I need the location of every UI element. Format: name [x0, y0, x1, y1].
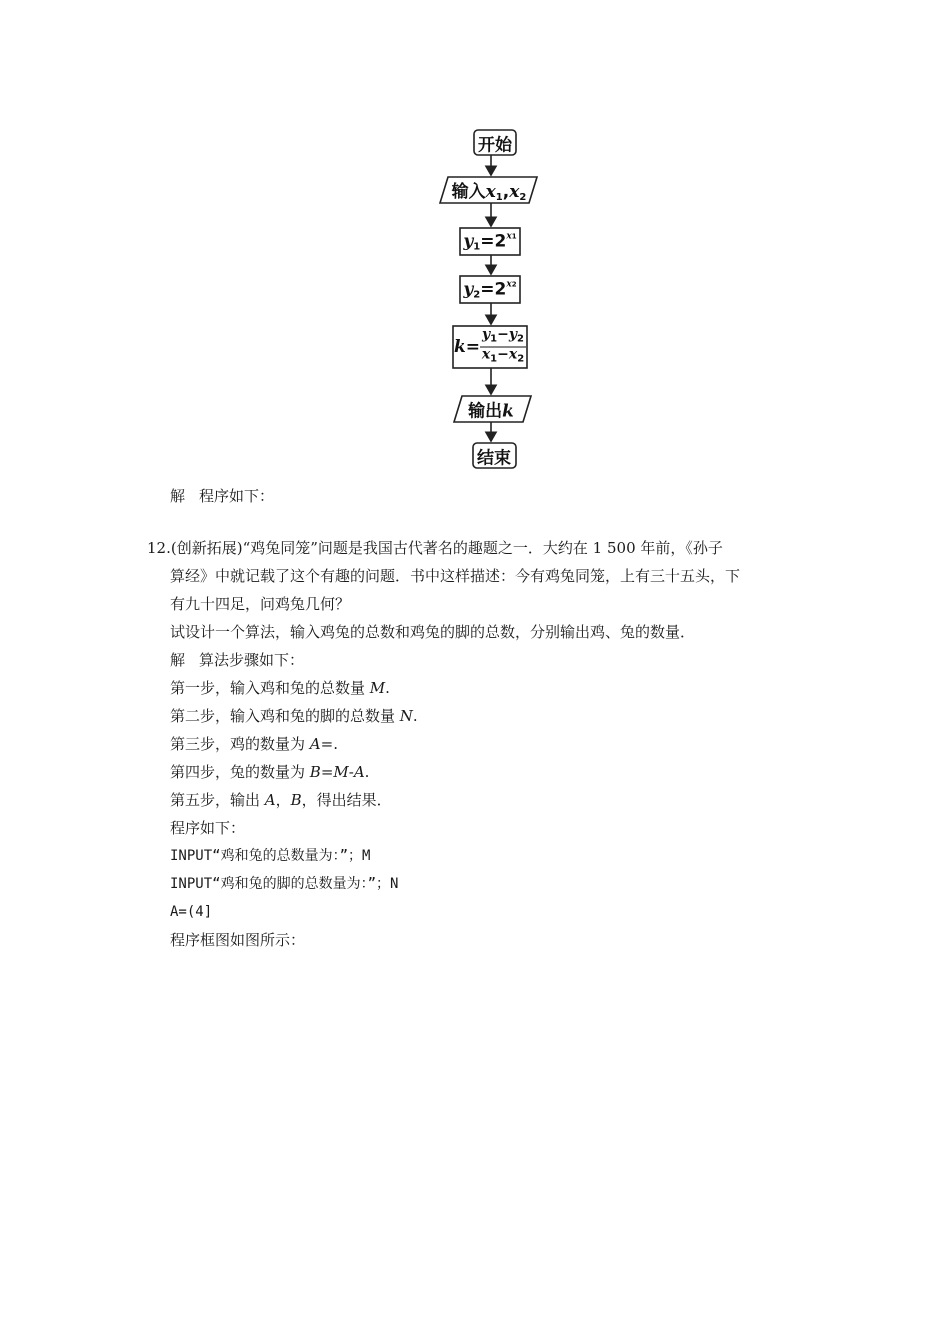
question-12-line-2: 算经》中就记载了这个有趣的问题．书中这样描述：今有鸡兔同笼，上有三十五头，下 [170, 567, 741, 585]
solution-step-1: 第一步，输入鸡和兔的总数量 M. [170, 679, 390, 697]
question-12-line-4: 试设计一个算法，输入鸡兔的总数和鸡兔的脚的总数，分别输出鸡、兔的数量． [170, 623, 696, 641]
slope-fraction: $\frac{y_1-y_2}{x_1-x_2}$ [481, 326, 525, 365]
solution-intro: 解 算法步骤如下： [170, 651, 305, 669]
code-line-2: INPUT“鸡和兔的脚的总数量为：”；N [170, 876, 399, 892]
chart-intro: 程序框图如图所示： [170, 931, 306, 949]
question-12-line-3: 有九十四足，问鸡兔几何？ [170, 595, 351, 613]
flowchart [0, 0, 950, 480]
answer-intro: 解 程序如下： [170, 487, 275, 505]
process-label-y2: $y_2=2^{x2}$ [463, 279, 517, 301]
question-number: 12. [147, 539, 171, 557]
program-intro: 程序如下： [170, 819, 246, 837]
code-line-1: INPUT“鸡和兔的总数量为：”；M [170, 848, 371, 864]
output-label: 输出k [468, 401, 514, 422]
solution-step-4: 第四步，兔的数量为 B=M-A. [170, 763, 370, 781]
input-label: 输入$x_1,x_2$ [451, 182, 527, 203]
solution-step-5: 第五步，输出 A，B，得出结果． [170, 791, 392, 809]
end-label: 结束 [477, 448, 511, 469]
question-12-line-1: 12.(创新拓展)“鸡兔同笼”问题是我国古代著名的趣题之一．大约在 1 500 年前，《孙子 [147, 539, 723, 557]
process-label-y1: $y_1=2^{x1}$ [463, 231, 517, 253]
process-label-k: k= $\frac{y_1-y_2}{x_1-x_2}$ [454, 326, 525, 365]
code-line-3: A=(4] [170, 904, 213, 920]
solution-step-3: 第三步，鸡的数量为 A=. [170, 735, 338, 753]
solution-step-2: 第二步，输入鸡和兔的脚的总数量 N. [170, 707, 418, 725]
start-label: 开始 [478, 135, 512, 156]
